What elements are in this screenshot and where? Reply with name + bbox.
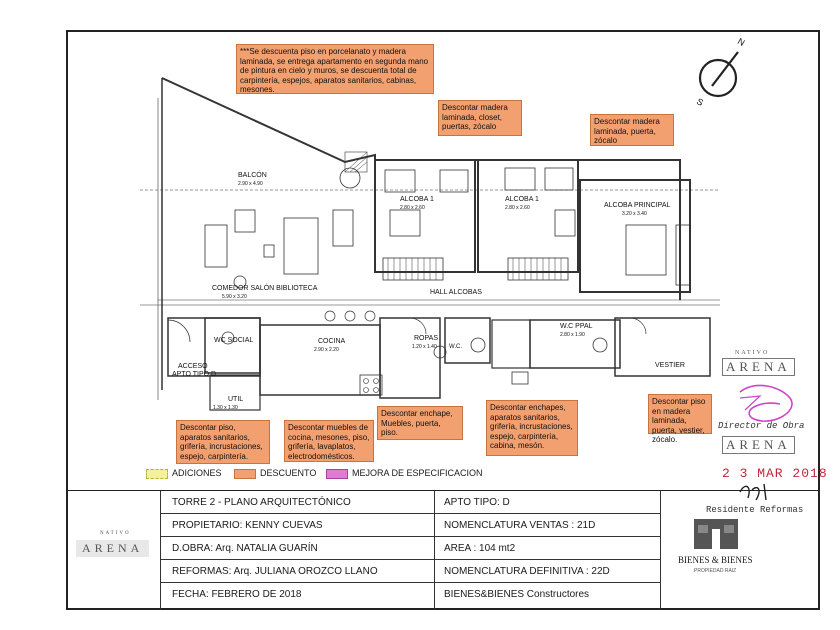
date-stamp: 2 3 MAR 2018 [722, 466, 828, 481]
room-label-cocina: COCINA [318, 338, 346, 345]
director-stamp: Director de Obra [718, 421, 805, 431]
fecha: FECHA: FEBRERO DE 2018 [172, 589, 302, 600]
discount-note-alcobas: Descontar madera laminada, closet, puertas, zócalo [438, 100, 522, 136]
reformas: REFORMAS: Arq. JULIANA OROZCO LLANO [172, 566, 378, 577]
residente-stamp: Residente Reformas [706, 505, 804, 515]
compass-south-label: S [694, 96, 706, 108]
room-label-comedor: COMEDOR SALÓN BIBLIOTECA [212, 285, 318, 292]
room-label-alcoba-principal: ALCOBA PRINCIPAL [604, 202, 671, 209]
legend-label-mejora: MEJORA DE ESPECIFICACION [352, 468, 483, 478]
room-label-wc-ppal: W.C PPAL [560, 323, 593, 330]
stamp-arena-bottom: ARENA [722, 436, 795, 454]
logo-nativo: NATIVO [100, 531, 131, 536]
director-obra: D.OBRA: Arq. NATALIA GUARÍN [172, 543, 318, 554]
legend-label-adiciones: ADICIONES [172, 468, 222, 478]
discount-note-ropas: Descontar enchape, Muebles, puerta, piso. [377, 406, 463, 440]
room-dim-cocina: 2.90 x 2.20 [314, 347, 339, 353]
room-label-wc-social: WC SOCIAL [214, 337, 254, 344]
room-dim-ropas: 1.20 x 1.40 [412, 344, 437, 350]
discount-note-wc-social: Descontar piso, aparatos sanitarios, grifería, incrustaciones, espejo, carpintería. [176, 420, 270, 464]
discount-note-wc-ppal: Descontar enchapes, aparatos sanitarios, grifería, incrustaciones, espejo, carpintería, cabina, mesón. [486, 400, 578, 456]
bienes-logo-icon [686, 513, 746, 553]
apto-tipo: APTO TIPO: D [444, 497, 510, 508]
room-label-ropas: ROPAS [414, 335, 438, 342]
room-label-vestier: VESTIER [655, 362, 685, 369]
propietario: PROPIETARIO: KENNY CUEVAS [172, 520, 323, 531]
room-label-apto-tipo: APTO TIPO D [172, 371, 217, 378]
room-label-balcon: BALCÓN [238, 172, 267, 179]
room-label-wc: W.C. [449, 344, 462, 350]
plan-title: TORRE 2 - PLANO ARQUITECTÓNICO [172, 497, 351, 508]
discount-note-alcoba-principal: Descontar madera laminada, puerta, zócalo [590, 114, 674, 146]
room-dim-alcoba-principal: 3.20 x 3.40 [622, 211, 647, 217]
room-dim-util: 1.30 x 1.30 [213, 405, 238, 411]
room-label-util: UTIL [228, 396, 244, 403]
logo-bienes-text: BIENES & BIENES [678, 555, 753, 565]
room-dim-alcoba-1a: 2.80 x 2.60 [400, 205, 425, 211]
discount-note-vestier: Descontar piso en madera laminada, puerta, vestier, zócalo. [648, 394, 712, 434]
logo-bienes-sub: PROPIEDAD RAIZ [694, 568, 737, 574]
nomenclatura-definitiva: NOMENCLATURA DEFINITIVA : 22D [444, 566, 610, 577]
logo-arena: ARENA [76, 540, 149, 557]
nomenclatura-ventas: NOMENCLATURA VENTAS : 21D [444, 520, 596, 531]
constructor: BIENES&BIENES Constructores [444, 589, 590, 600]
room-dim-alcoba-1b: 2.80 x 2.60 [505, 205, 530, 211]
title-block [66, 490, 820, 609]
room-label-acceso: ACCESO [178, 363, 208, 370]
discount-note-general: ***Se descuenta piso en porcelanato y madera laminada, se entrega apartamento en segunda mano de pintura en cielo y muros, se descuenta total de carpintería, espejos, aparatos sanitarios, cabinas, mesones. [236, 44, 434, 94]
room-dim-comedor: 5.90 x 3.20 [222, 294, 247, 300]
room-label-alcoba-1b: ALCOBA 1 [505, 196, 539, 203]
stamp-nativo-small: NATIVO [735, 350, 770, 356]
room-dim-wc-ppal: 2.80 x 1.90 [560, 332, 585, 338]
legend-label-descuento: DESCUENTO [260, 468, 317, 478]
stamp-arena-top: ARENA [722, 358, 795, 376]
discount-note-cocina: Descontar muebles de cocina, mesones, piso, grifería, lavaplatos, electrodomésticos. [284, 420, 374, 462]
area: AREA : 104 mt2 [444, 543, 516, 554]
room-label-alcoba-1a: ALCOBA 1 [400, 196, 434, 203]
compass-north-label: N [735, 36, 747, 48]
room-dim-balcon: 2.90 x 4.90 [238, 181, 263, 187]
room-label-hall: HALL ALCOBAS [430, 289, 482, 296]
